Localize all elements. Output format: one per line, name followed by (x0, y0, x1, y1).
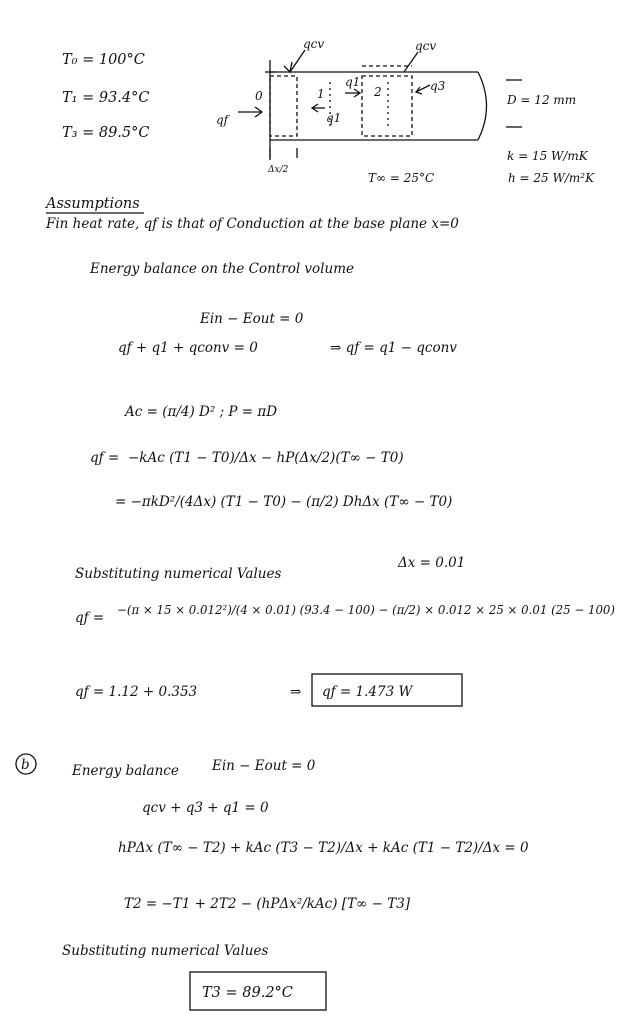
fin-diagram (216, 37, 522, 175)
svg-text:⇒: ⇒ (290, 684, 302, 700)
qf-expression-1: −kAc (T1 − T0)/Δx − hP(Δx/2)(T∞ − T0) (128, 450, 404, 466)
part-b-substitution-heading: Substituting numerical Values (62, 943, 269, 959)
label-half-dx: Δx/2 (268, 165, 289, 175)
energy-sum: qf + q1 + qconv = 0 (118, 340, 258, 356)
label-qcv-right: qcv (415, 39, 437, 53)
numeric-expression: −(π × 15 × 0.012²)/(4 × 0.01) (93.4 − 100) − (π/2) × 0.012 × 25 × 0.01 (25 − 100) (117, 603, 616, 617)
dx-value: Δx = 0.01 (398, 555, 466, 571)
part-b-expanded: hPΔx (T∞ − T2) + kAc (T3 − T2)/Δx + kAc (T1 − T2)/Δx = 0 (118, 840, 529, 856)
part-b-label: b (21, 757, 30, 773)
given-h-coeff: h = 25 W/m²K (508, 171, 595, 185)
label-node-2: 2 (374, 85, 382, 99)
rod-tip (478, 72, 487, 140)
label-q1-top: q1 (345, 75, 361, 89)
label-q1-mid: q1 (326, 111, 342, 125)
label-q3: q3 (430, 79, 446, 93)
given-t1: T₁ = 93.4°C (62, 90, 150, 106)
area-perimeter-def: Ac = (π/4) D² ; P = πD (125, 404, 278, 420)
given-diameter: D = 12 mm (507, 93, 577, 107)
label-qf: qf (216, 113, 229, 127)
energy-balance-heading: Energy balance on the Control volume (90, 261, 354, 277)
control-volume-0 (270, 76, 297, 136)
part-b-t2-expression: T2 = −T1 + 2T2 − (hPΔx²/kAc) [T∞ − T3] (124, 896, 411, 912)
qf-result: qf = 1.473 W (322, 684, 413, 700)
qf-lhs: qf = (90, 450, 120, 466)
energy-ein-eout: Ein − Eout = 0 (200, 311, 304, 327)
label-node-0: 0 (255, 89, 263, 103)
energy-result: ⇒ qf = q1 − qconv (330, 340, 457, 356)
substitution-heading: Substituting numerical Values (75, 566, 282, 582)
label-node-1: 1 (317, 87, 325, 101)
control-volume-2 (362, 76, 412, 136)
t3-result: T3 = 89.2°C (202, 985, 293, 1001)
part-b-ein-eout: Ein − Eout = 0 (212, 758, 316, 774)
qcv-right-arrow (404, 52, 418, 72)
given-t-inf: T∞ = 25°C (368, 171, 435, 185)
given-conductivity: k = 15 W/mK (507, 149, 588, 163)
qcv-left-arrow (290, 50, 305, 72)
qf-sum: qf = 1.12 + 0.353 (75, 684, 198, 700)
part-b-energy-heading: Energy balance (72, 763, 179, 779)
qf-expression-2: = −πkD²/(4Δx) (T1 − T0) − (π/2) DhΔx (T∞ − T0) (115, 494, 453, 510)
assumptions-heading: Assumptions (46, 196, 140, 212)
label-qcv-left: qcv (303, 37, 325, 51)
assumption-fin-rate: Fin heat rate, qf is that of Conduction at the base plane x=0 (46, 216, 459, 232)
given-t0: T₀ = 100°C (62, 52, 145, 68)
part-b-sum: qcv + q3 + q1 = 0 (142, 800, 269, 816)
given-t3: T₃ = 89.5°C (62, 125, 150, 141)
numeric-lhs: qf = (75, 610, 105, 626)
